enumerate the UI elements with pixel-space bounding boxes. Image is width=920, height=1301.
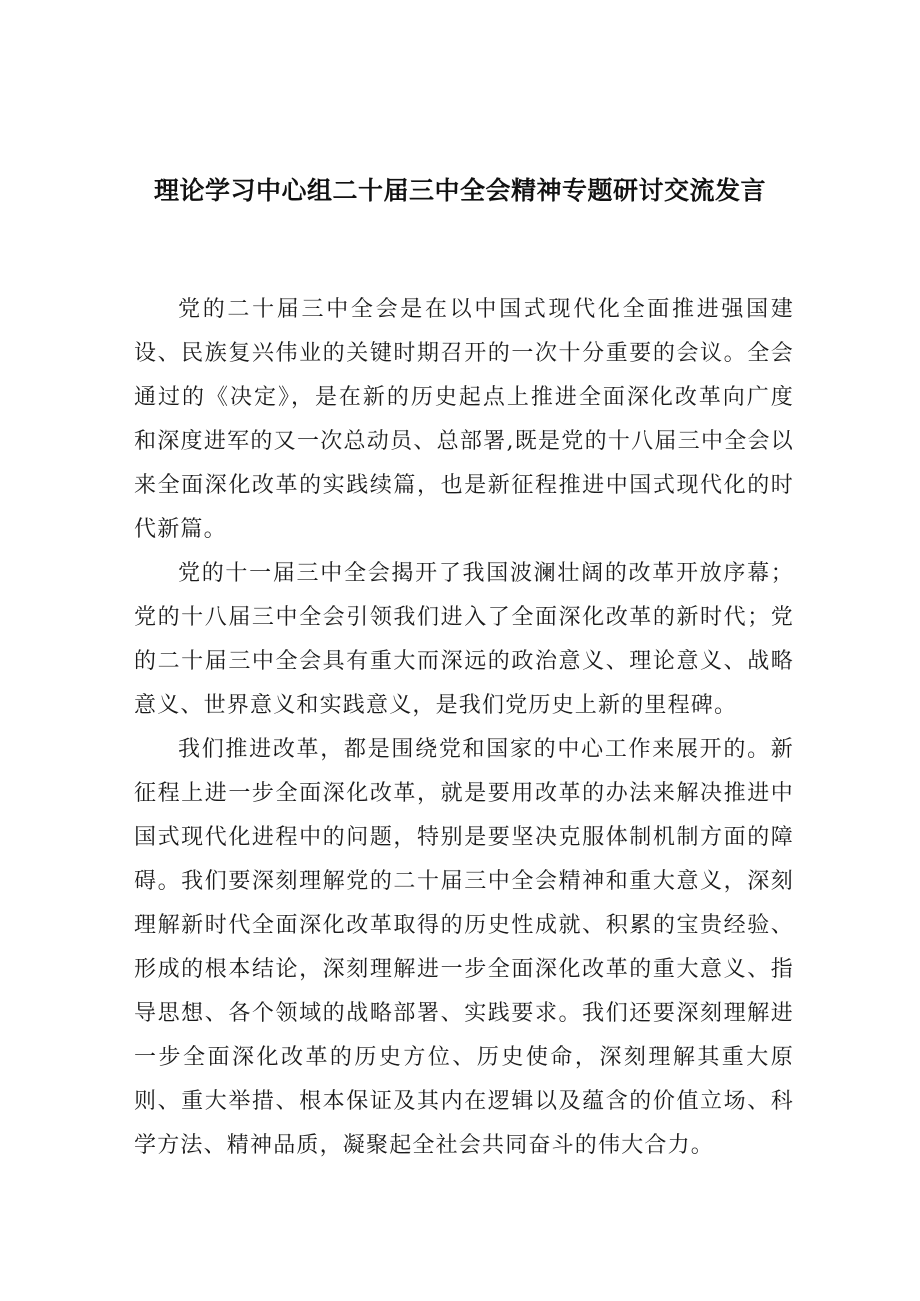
document-body [134, 288, 794, 1168]
document-title: 理论学习中心组二十届三中全会精神专题研讨交流发言 [153, 176, 766, 205]
paragraph-3: 我们推进改革，都是围绕党和国家的中心工作来展开的。新征程上进一步全面深化改革，就是要用改革的办法来解决推进中国式现代化进程中的问题，特别是要坚决克服体制机制方面的障碍。我们要深刻理解党的二十届三中全会精神和重大意义，深刻理解新时代全面深化改革取得的历史性成就、积累的宝贵经验、形成的根本结论，深刻理解进一步全面深化改革的重大意义、指导思想、各个领域的战略部署、实践要求。我们还要深刻理解进一步全面深化改革的历史方位、历史使命，深刻理解其重大原则、重大举措、根本保证及其内在逻辑以及蕴含的价值立场、科学方法、精神品质，凝聚起全社会共同奋斗的伟大合力。 [134, 737, 794, 1158]
paragraph-2: 党的十一届三中全会揭开了我国波澜壮阔的改革开放序幕；党的十八届三中全会引领我们进入了全面深化改革的新时代；党的二十届三中全会具有重大而深远的政治意义、理论意义、战略意义、世界意义和实践意义，是我们党历史上新的里程碑。 [134, 561, 794, 718]
paragraph-1: 党的二十届三中全会是在以中国式现代化全面推进强国建设、民族复兴伟业的关键时期召开的一次十分重要的会议。全会通过的《决定》，是在新的历史起点上推进全面深化改革向广度和深度进军的又一次总动员、总部署,既是党的十八届三中全会以来全面深化改革的实践续篇，也是新征程推进中国式现代化的时代新篇。 [134, 297, 794, 542]
